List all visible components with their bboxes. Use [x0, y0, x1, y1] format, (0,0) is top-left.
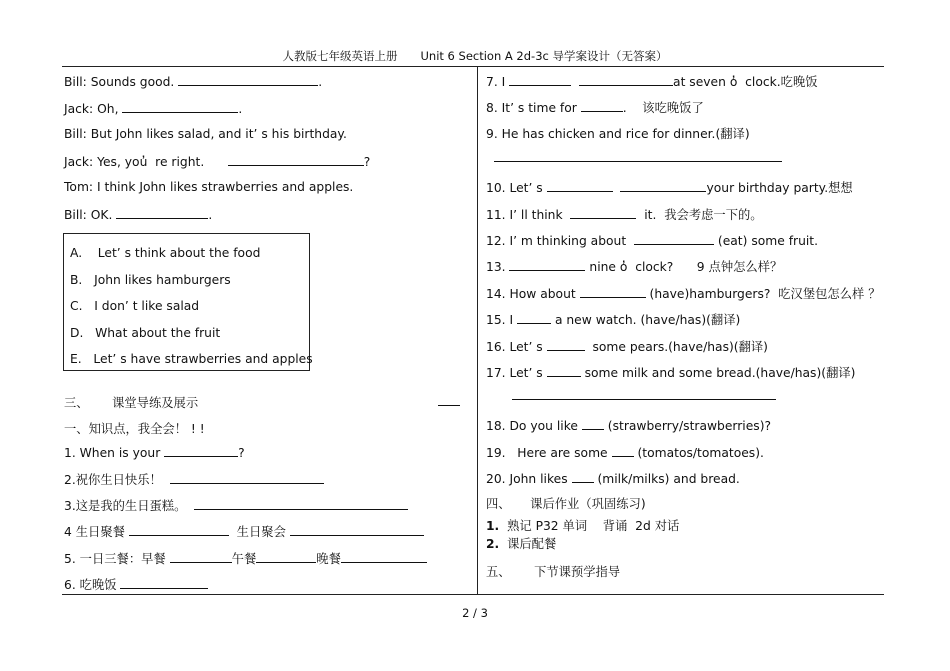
option-b: B. John likes hamburgers — [70, 273, 231, 287]
exercise-6: 6. 吃晚饭 — [64, 576, 208, 593]
section-5-heading: 五、 下节课预学指导 — [486, 565, 621, 579]
exercise-8: 8. It’ s time for . 该吃晚饭了 — [486, 101, 704, 115]
dialogue-line-2: Jack: Oh, . — [64, 102, 243, 116]
exercise-9: 9. He has chicken and rice for dinner.(翻译) — [486, 127, 750, 141]
dialogue-line-1: Bill: Sounds good. . — [64, 75, 323, 89]
section-4-heading: 四、 课后作业（巩固练习) — [486, 497, 646, 511]
section-3-heading: 三、 课堂导练及展示 — [64, 396, 199, 410]
option-d: D. What about the fruit — [70, 326, 221, 340]
header-rule — [62, 66, 884, 67]
exercise-20: 20. John likes (milk/milks) and bread. — [486, 472, 740, 486]
option-c: C. I don’ t like salad — [70, 299, 200, 313]
option-e: E. Let’ s have strawberries and apples — [70, 352, 313, 366]
knowledge-subheading: 一、知识点，我全会！ ! ! — [64, 422, 205, 436]
exercise-1: 1. When is your ? — [64, 446, 245, 460]
exercise-18: 18. Do you like (strawberry/strawberries)? — [486, 419, 772, 433]
exercise-14: 14. How about (have)hamburgers? 吃汉堡包怎么样 ？ — [486, 287, 881, 301]
exercise-12: 12. I’ m thinking about (eat) some fruit. — [486, 234, 819, 248]
homework-2: 2. 课后配餐 — [486, 537, 557, 551]
exercise-7: 7. I at seven o̓ clock.吃晚饭 — [486, 75, 818, 89]
exercise-15: 15. I a new watch. (have/has)(翻译) — [486, 313, 741, 327]
exercise-17: 17. Let’ s some milk and some bread.(have/has)(翻译) — [486, 366, 856, 380]
footer-rule — [62, 594, 884, 595]
dialogue-line-6: Bill: OK. . — [64, 208, 213, 222]
exercise-10: 10. Let’ s your birthday party.想想 — [486, 181, 853, 195]
option-a: A. Let’ s think about the food — [70, 246, 261, 260]
exercise-17-answer-line — [512, 387, 776, 404]
homework-1: 1. 熟记 P32 单词 背诵 2d 对话 — [486, 519, 680, 533]
page-number: 2 / 3 — [462, 606, 488, 620]
dialogue-line-3: Bill: But John likes salad, and it’ s his birthday. — [64, 127, 347, 141]
dialogue-line-5: Tom: I think John likes strawberries and apples. — [64, 180, 354, 194]
exercise-11: 11. I’ ll think it. 我会考虑一下的。 — [486, 208, 763, 222]
document-header: 人教版七年级英语上册 Unit 6 Section A 2d-3c 导学案设计（无答案） — [282, 49, 668, 63]
exercise-13: 13. nine o̓ clock? 9 点钟怎么样？ — [486, 260, 783, 274]
exercise-16: 16. Let’ s some pears.(have/has)(翻译) — [486, 340, 768, 354]
exercise-3: 3.这是我的生日蛋糕。 — [64, 497, 408, 514]
exercise-5: 5. 一日三餐：早餐 午餐 晚餐 — [64, 550, 427, 567]
exercise-19: 19. Here are some (tomatos/tomatoes). — [486, 446, 764, 460]
dialogue-line-4: Jack: Yes, you̓ re right. ? — [64, 155, 371, 169]
exercise-2: 2.祝你生日快乐！ — [64, 471, 324, 488]
exercise-4: 4 生日聚餐 生日聚会 — [64, 523, 424, 540]
exercise-9-answer-line — [494, 149, 782, 166]
column-divider — [477, 67, 478, 594]
section-3-rule — [438, 393, 460, 410]
